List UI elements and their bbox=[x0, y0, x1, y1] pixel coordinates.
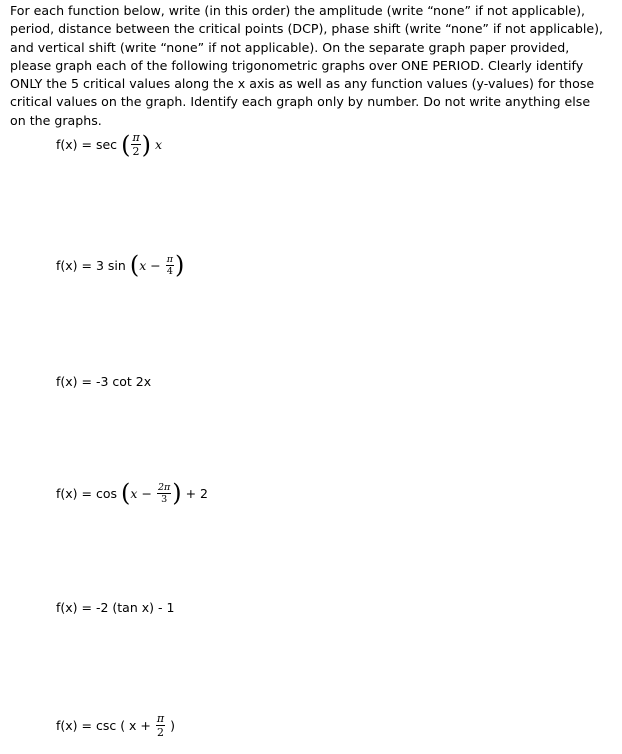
open-paren: ( bbox=[121, 479, 131, 507]
variable-x: x bbox=[155, 137, 163, 152]
function-5-text: f(x) = -2 (tan x) - 1 bbox=[56, 600, 175, 615]
function-6-suffix: ) bbox=[170, 718, 176, 733]
function-3 bbox=[56, 374, 151, 389]
function-4 bbox=[56, 481, 208, 505]
minus-sign: − bbox=[141, 485, 152, 501]
fraction bbox=[157, 482, 171, 505]
function-4-suffix: + 2 bbox=[185, 485, 209, 501]
function-1 bbox=[56, 131, 162, 158]
fraction-numerator: π bbox=[156, 712, 165, 725]
function-6-prefix: f(x) = csc ( x + bbox=[56, 718, 151, 733]
fraction bbox=[156, 712, 165, 739]
minus-sign: − bbox=[150, 257, 161, 273]
fraction-denominator: 2 bbox=[132, 145, 140, 158]
fraction bbox=[166, 254, 174, 277]
close-paren: ) bbox=[141, 130, 152, 159]
open-paren: ( bbox=[129, 251, 140, 279]
open-paren: ( bbox=[121, 130, 131, 159]
function-2-prefix: f(x) = 3 sin bbox=[56, 257, 126, 273]
close-paren: ) bbox=[174, 251, 185, 279]
function-1-prefix: f(x) = sec bbox=[56, 137, 118, 152]
instructions-paragraph: For each function below, write (in this order) the amplitude (write “none” if not applicable), period, distance between the critical points (DCP), phase shift (write “none” if not applicable), and vertical shift (write “none” if not applicable). On the separate graph paper provided, please graph each of the following trigonometric graphs over ONE PERIOD. Clearly identify ONLY the 5 critical values along the x axis as well as any function values (y-values) for those critical values on the graph. Identify each graph only by number. Do not write anything else on the graphs. bbox=[10, 3, 604, 128]
fraction-numerator: π bbox=[166, 253, 173, 265]
variable-x: x bbox=[139, 257, 147, 273]
function-3-text: f(x) = -3 cot 2x bbox=[56, 374, 152, 389]
fraction bbox=[131, 131, 140, 158]
variable-x: x bbox=[130, 485, 138, 501]
function-4-prefix: f(x) = cos bbox=[56, 485, 118, 501]
function-5 bbox=[56, 600, 174, 615]
function-2 bbox=[56, 253, 184, 277]
fraction-denominator: 3 bbox=[161, 493, 168, 505]
close-paren: ) bbox=[172, 479, 182, 507]
fraction-numerator: π bbox=[132, 131, 140, 144]
function-6 bbox=[56, 712, 175, 739]
fraction-denominator: 4 bbox=[166, 265, 173, 277]
fraction-numerator: 2π bbox=[157, 481, 171, 493]
fraction-denominator: 2 bbox=[157, 726, 165, 739]
